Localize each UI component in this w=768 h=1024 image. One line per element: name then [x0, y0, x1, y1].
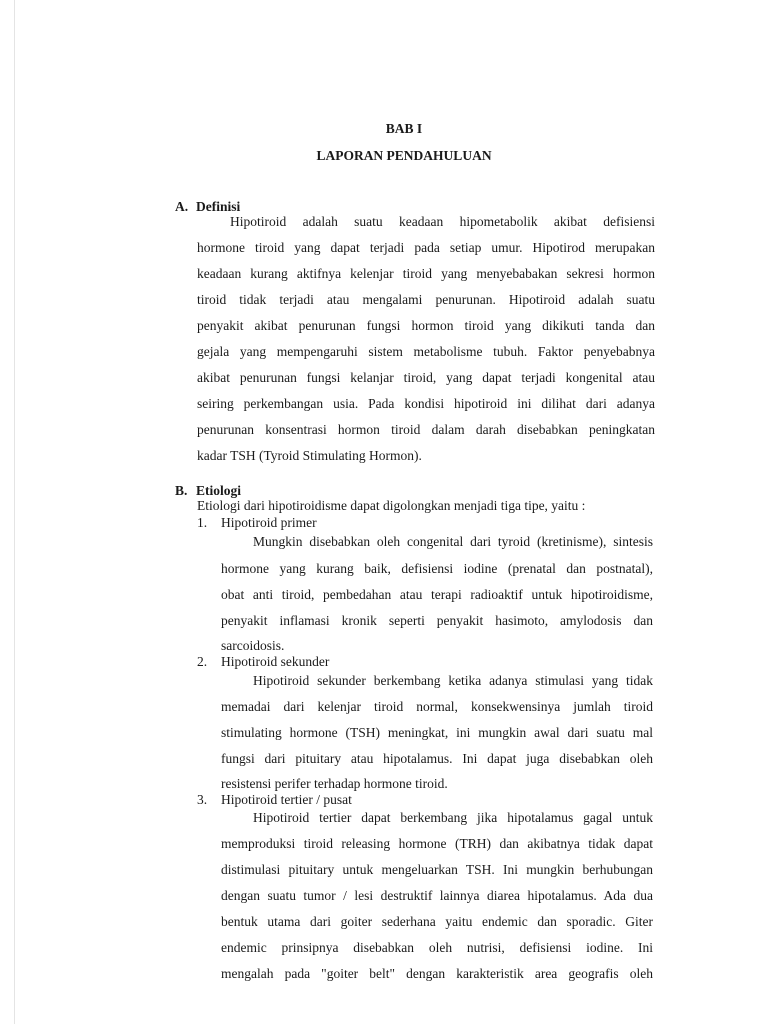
section-b-label: B. [175, 483, 188, 498]
paragraph-line: obat anti tiroid, pembedahan atau terapi radioaktif untuk hipotiroidisme, [221, 587, 653, 602]
paragraph-line: seiring perkembangan usia. Pada kondisi hipotiroid ini dilihat dari adanya [197, 396, 655, 411]
chapter-label: BAB I [385, 121, 423, 136]
paragraph-line: penyakit akibat penurunan fungsi hormon tiroid yang dikikuti tanda dan [197, 318, 655, 333]
paragraph-line: gejala yang mempengaruhi sistem metabolisme tubuh. Faktor penyebabnya [197, 344, 655, 359]
paragraph-line: Mungkin disebabkan oleh congenital dari tyroid (kretinisme), sintesis [253, 534, 653, 549]
list-item-number: 2. [197, 654, 208, 669]
list-item-title [197, 792, 352, 808]
paragraph-line: Hipotiroid sekunder berkembang ketika adanya stimulasi yang tidak [253, 673, 653, 688]
paragraph-line: mengalah pada "goiter belt" dengan karakteristik area geografis oleh [221, 966, 653, 981]
paragraph-line: memproduksi tiroid releasing hormone (TRH) dan akibatnya tidak dapat [221, 836, 653, 851]
section-b-intro: Etiologi dari hipotiroidisme dapat digolongkan menjadi tiga tipe, yaitu : [197, 498, 586, 513]
paragraph-line: penurunan konsentrasi hormon tiroid dalam darah disebabkan peningkatan [197, 422, 655, 437]
paragraph-line: Hipotiroid adalah suatu keadaan hipometabolik akibat defisiensi [230, 214, 655, 229]
paragraph-line: bentuk utama dari goiter sederhana yaitu endemic dan sporadic. Giter [221, 914, 653, 929]
paragraph-line: kadar TSH (Tyroid Stimulating Hormon). [197, 448, 422, 463]
paragraph-line: penyakit inflamasi kronik seperti penyakit hasimoto, amylodosis dan [221, 613, 653, 628]
list-item-title [197, 654, 329, 670]
section-b-title: Etiologi [196, 483, 242, 498]
list-item-number: 1. [197, 515, 208, 530]
paragraph-line: Hipotiroid tertier dapat berkembang jika hipotalamus gagal untuk [253, 810, 653, 825]
paragraph-line: hormone tiroid yang dapat terjadi pada setiap umur. Hipotirod merupakan [197, 240, 655, 255]
paragraph-line: distimulasi pituitary untuk mengeluarkan TSH. Ini mungkin berhubungan [221, 862, 653, 877]
list-item-title [197, 515, 317, 531]
paragraph-line: tiroid tidak terjadi atau mengalami penurunan. Hipotiroid adalah suatu [197, 292, 655, 307]
paragraph-line: hormone yang kurang baik, defisiensi iodine (prenatal dan postnatal), [221, 561, 653, 576]
list-item-heading: Hipotiroid tertier / pusat [221, 792, 352, 807]
paragraph-line: akibat penurunan fungsi kelanjar tiroid, yang dapat terjadi kongenital atau [197, 370, 655, 385]
paragraph-line: memadai dari kelenjar tiroid normal, konsekwensinya jumlah tiroid [221, 699, 653, 714]
paragraph-line: fungsi dari pituitary atau hipotalamus. Ini dapat juga disebabkan oleh [221, 751, 653, 766]
list-item-heading: Hipotiroid sekunder [221, 654, 330, 669]
section-a-label: A. [175, 199, 189, 214]
paragraph-line: sarcoidosis. [221, 638, 285, 653]
paragraph-line: resistensi perifer terhadap hormone tiroid. [221, 776, 448, 791]
document-title: LAPORAN PENDAHULUAN [316, 148, 492, 163]
section-a-title: Definisi [196, 199, 241, 214]
list-item-heading: Hipotiroid primer [221, 515, 317, 530]
list-item-number: 3. [197, 792, 208, 807]
paragraph-line: endemic prinsipnya disebabkan oleh nutrisi, defisiensi iodine. Ini [221, 940, 653, 955]
paragraph-line: keadaan kurang aktifnya kelenjar tiroid yang menyebabakan sekresi hormon [197, 266, 655, 281]
paragraph-line: stimulating hormone (TSH) meningkat, ini mungkin awal dari suatu mal [221, 725, 653, 740]
paragraph-line: dengan suatu tumor / lesi destruktif lainnya diarea hipotalamus. Ada dua [221, 888, 653, 903]
